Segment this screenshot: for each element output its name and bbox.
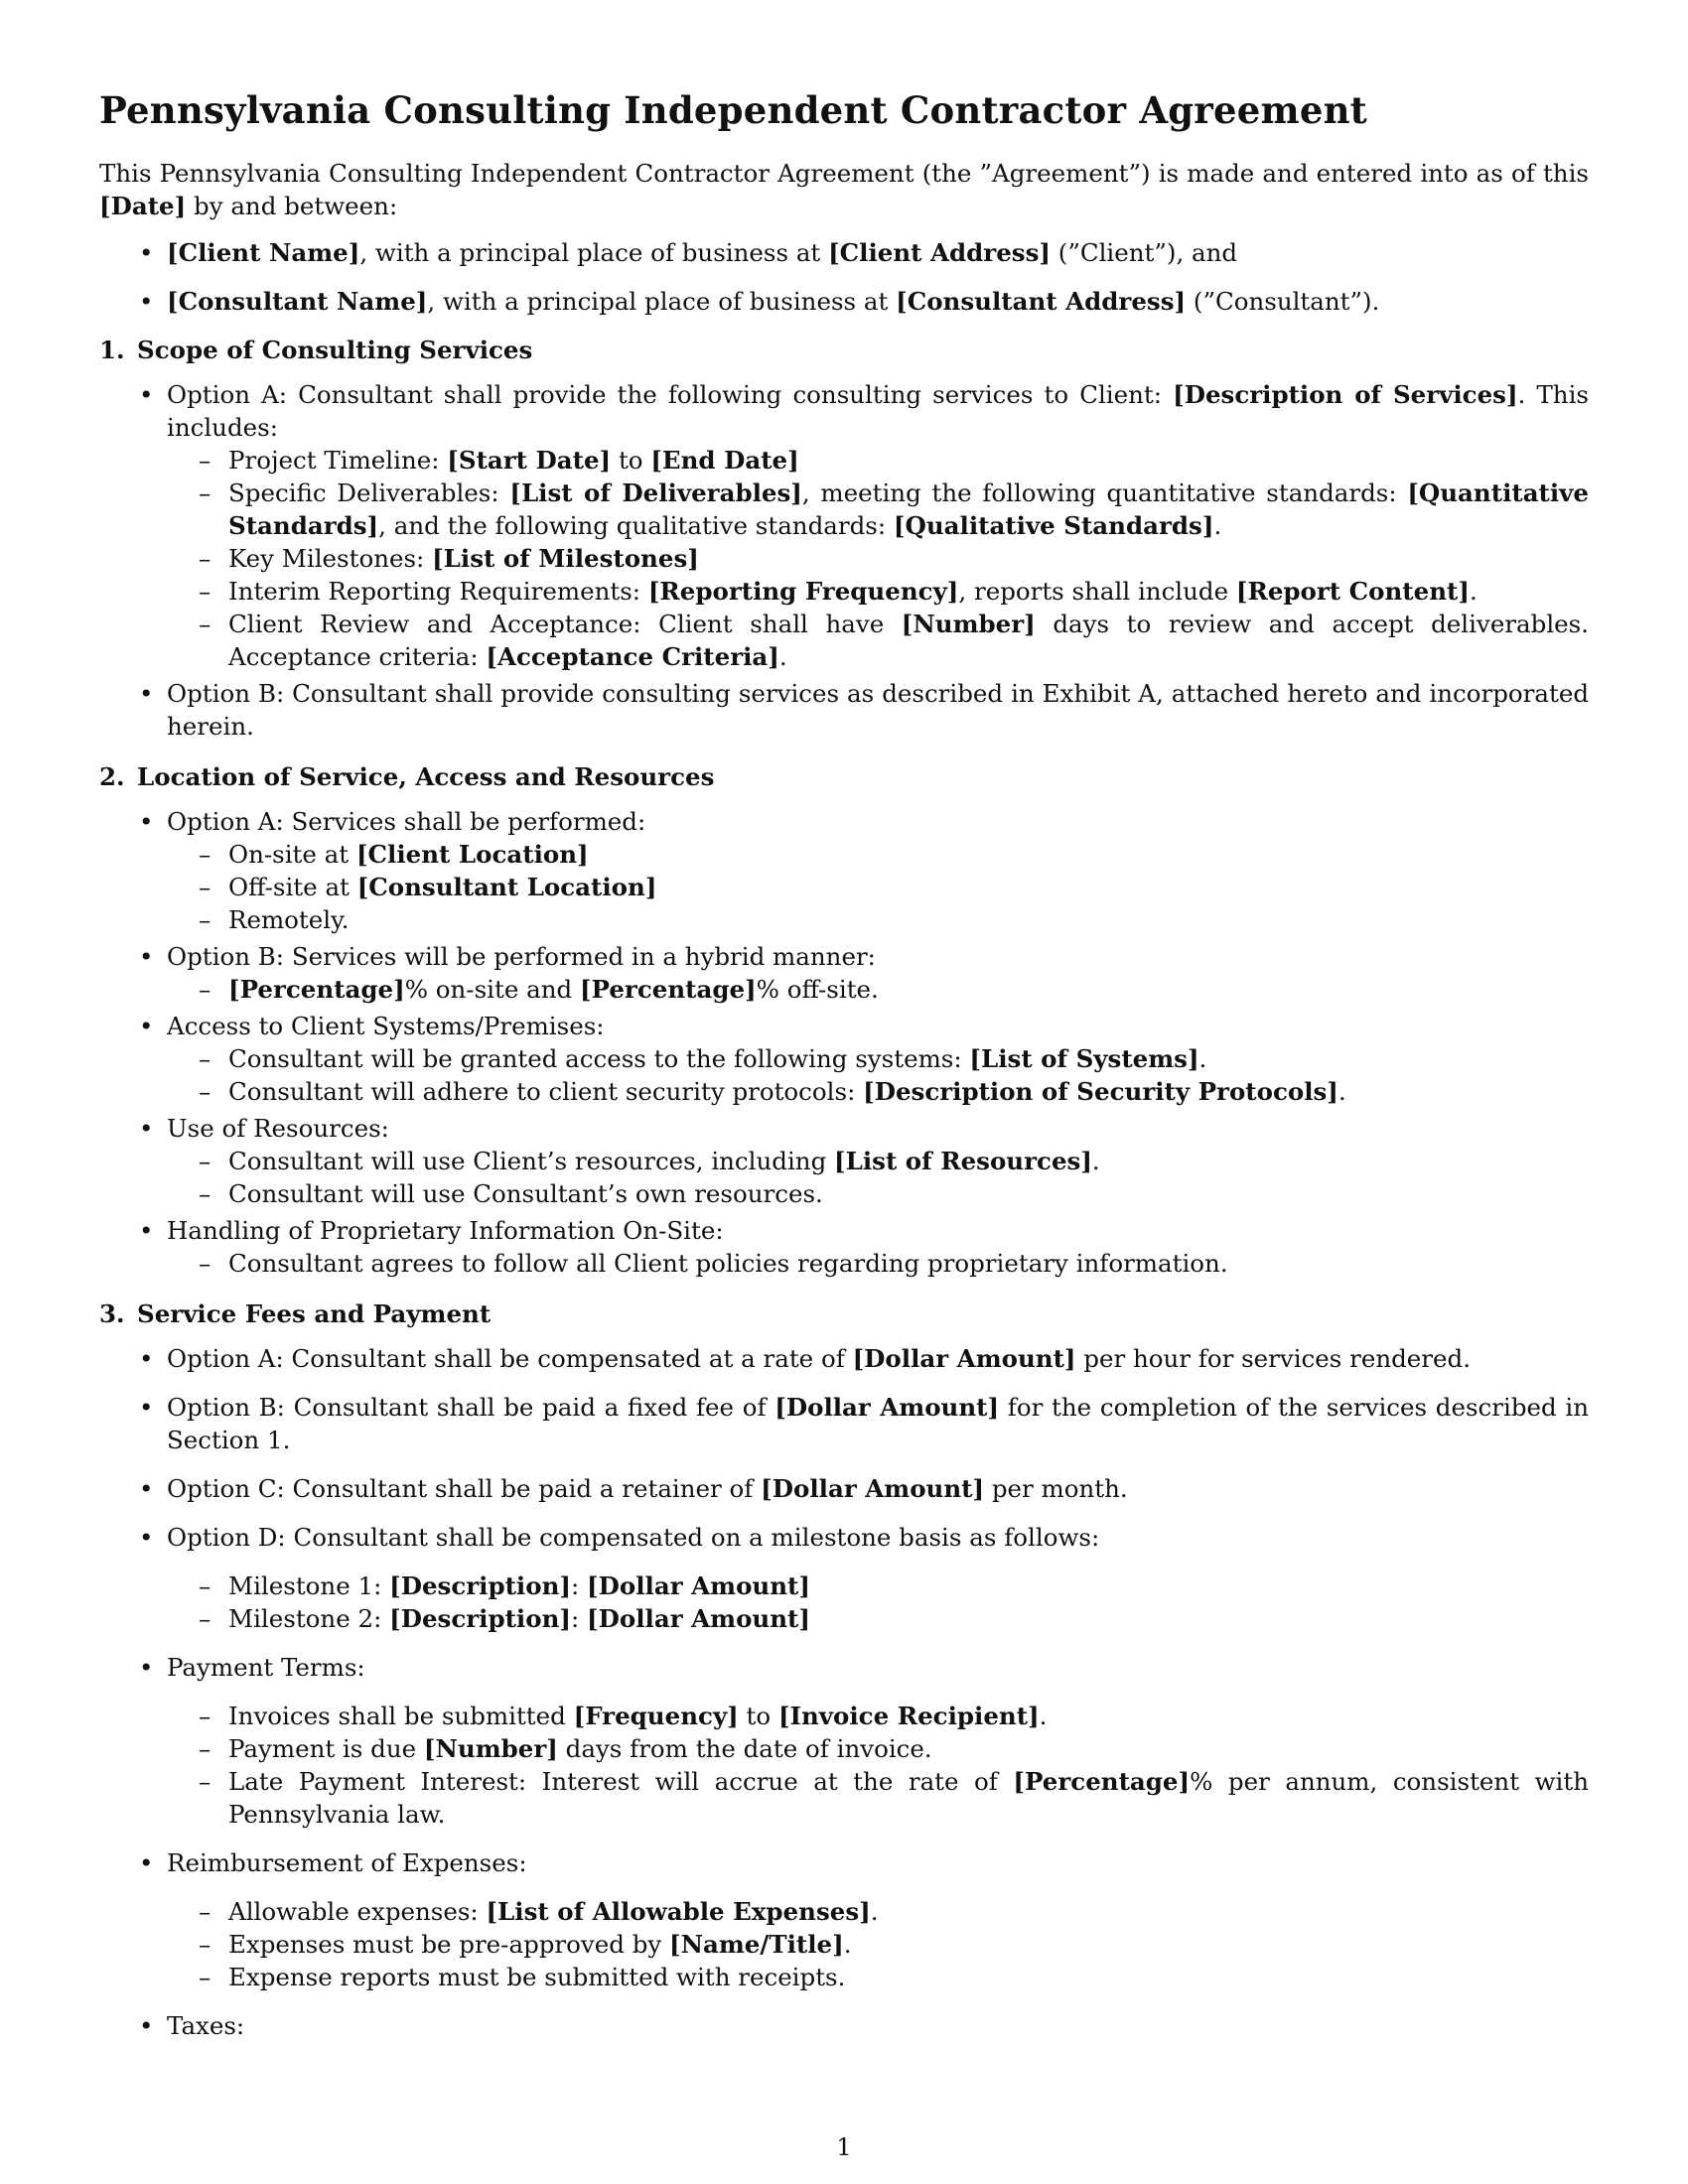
- dollar-amount-placeholder: [Dollar Amount]: [852, 1344, 1076, 1373]
- date-placeholder: [Date]: [99, 192, 187, 220]
- item-text: , meeting the following quantitative standards:: [801, 478, 1408, 507]
- s3-option-b: [99, 1391, 1589, 1456]
- client-name-placeholder: [Client Name]: [167, 238, 360, 267]
- deliverables-placeholder: [List of Deliverables]: [509, 478, 802, 507]
- document-page: [99, 87, 1589, 2058]
- item-text: Consultant will adhere to client security protocols:: [228, 1077, 864, 1106]
- s1-a-sublist: [167, 444, 1589, 673]
- late-payment-interest: [167, 1765, 1589, 1831]
- dollar-amount-placeholder: [Dollar Amount]: [774, 1393, 1000, 1422]
- item-text: .: [1337, 1077, 1346, 1106]
- qualitative-placeholder: [Qualitative Standards]: [893, 511, 1214, 540]
- party-text: , with a principal place of business at: [359, 238, 829, 267]
- s3-taxes: • Taxes:: [99, 2009, 1589, 2042]
- end-date-placeholder: [End Date]: [650, 446, 799, 475]
- option-text: Option B: Consultant shall be paid a fixed fee of: [167, 1393, 775, 1422]
- party-text: , with a principal place of business at: [427, 287, 897, 316]
- off-site: [167, 871, 1589, 903]
- s3-option-d: [99, 1521, 1589, 1635]
- option-text: Option C: Consultant shall be paid a retainer of: [167, 1474, 762, 1503]
- allowable-expenses: [167, 1895, 1589, 1928]
- intro-text: This Pennsylvania Consulting Independent Contractor Agreement (the ”Agreement”) is made and entered into as of this: [99, 159, 1589, 188]
- item-text: Milestone 2:: [228, 1604, 390, 1633]
- systems-placeholder: [List of Systems]: [969, 1044, 1199, 1073]
- section-3-options: [99, 1342, 1589, 2042]
- section-title: Service Fees and Payment: [137, 1299, 492, 1328]
- item-text: Payment is due: [228, 1734, 424, 1763]
- item-text: .: [1213, 511, 1222, 540]
- s3-payment-terms: [99, 1651, 1589, 1831]
- s1-option-a: [99, 378, 1589, 673]
- option-text: Payment Terms:: [167, 1653, 365, 1682]
- item-text: .: [778, 642, 787, 671]
- item-text: On-site at: [228, 840, 356, 869]
- resources-placeholder: [List of Resources]: [834, 1147, 1092, 1175]
- item-text: .: [1469, 577, 1477, 606]
- section-number: 1.: [99, 336, 125, 364]
- item-text: .: [870, 1897, 879, 1926]
- party-text: (”Client”), and: [1050, 238, 1238, 267]
- percentage-placeholder: [Percentage]: [1013, 1767, 1191, 1796]
- s2-access: [99, 1010, 1589, 1108]
- option-text: Option B: Services will be performed in a hybrid manner:: [167, 942, 876, 971]
- s3-d-sublist: [167, 1570, 1589, 1635]
- item-text: , and the following qualitative standards:: [378, 511, 894, 540]
- item-text: Client Review and Acceptance: Client shall have: [228, 610, 902, 638]
- intro-paragraph: [99, 157, 1589, 222]
- s3-option-c: [99, 1472, 1589, 1505]
- section-3-heading: [99, 1297, 1589, 1330]
- on-site: [167, 838, 1589, 871]
- report-content-placeholder: [Report Content]: [1235, 577, 1470, 606]
- dollar-amount-placeholder: [Dollar Amount]: [587, 1604, 810, 1633]
- consultant-address-placeholder: [Consultant Address]: [896, 287, 1187, 316]
- remotely: – Remotely.: [167, 903, 1589, 936]
- item-text: .: [1039, 1702, 1048, 1730]
- option-text: Reimbursement of Expenses:: [167, 1848, 527, 1877]
- proprietary-policy: – Consultant agrees to follow all Client policies regarding proprietary information.: [167, 1247, 1589, 1280]
- start-date-placeholder: [Start Date]: [447, 446, 612, 475]
- party-client: [99, 236, 1589, 269]
- own-resources: – Consultant will use Consultant’s own resources.: [167, 1177, 1589, 1210]
- option-text: Option D: Consultant shall be compensated on a milestone basis as follows:: [167, 1523, 1100, 1552]
- item-text: % off-site.: [756, 975, 879, 1004]
- item-text: to: [738, 1702, 778, 1730]
- number-placeholder: [Number]: [423, 1734, 558, 1763]
- section-1-options: [99, 378, 1589, 743]
- item-text: Invoices shall be submitted: [228, 1702, 574, 1730]
- client-location-placeholder: [Client Location]: [355, 840, 589, 869]
- milestone-2: [167, 1602, 1589, 1635]
- reporting-frequency-placeholder: [Reporting Frequency]: [647, 577, 959, 606]
- section-2-options: [99, 805, 1589, 1280]
- consultant-location-placeholder: [Consultant Location]: [356, 873, 657, 901]
- item-text: Consultant will be granted access to the following systems:: [228, 1044, 970, 1073]
- number-placeholder: [Number]: [901, 610, 1036, 638]
- option-text: Option A: Consultant shall be compensated at a rate of: [167, 1344, 853, 1373]
- item-text: Expenses must be pre-approved by: [228, 1930, 670, 1959]
- s2-option-a: [99, 805, 1589, 936]
- section-1-heading: [99, 334, 1589, 366]
- item-text: Allowable expenses:: [228, 1897, 487, 1926]
- option-text: Handling of Proprietary Information On-Site:: [167, 1216, 724, 1245]
- s2-proprietary: [99, 1214, 1589, 1280]
- acceptance-criteria-placeholder: [Acceptance Criteria]: [486, 642, 779, 671]
- section-title: Location of Service, Access and Resources: [137, 762, 715, 791]
- item-text: Key Milestones:: [228, 544, 433, 573]
- section-title: Scope of Consulting Services: [137, 336, 533, 364]
- item-text: :: [570, 1604, 588, 1633]
- item-text: Late Payment Interest: Interest will accrue at the rate of: [228, 1767, 1014, 1796]
- item-text: to: [611, 446, 651, 475]
- s3-expenses-sublist: [167, 1895, 1589, 1993]
- s3-option-a: [99, 1342, 1589, 1375]
- item-text: :: [570, 1571, 588, 1600]
- item-text: , reports shall include: [958, 577, 1236, 606]
- item-text: Consultant will use Client’s resources, including: [228, 1147, 835, 1175]
- milestones-placeholder: [List of Milestones]: [432, 544, 699, 573]
- security-protocols-placeholder: [Description of Security Protocols]: [863, 1077, 1338, 1106]
- systems-access: [167, 1042, 1589, 1075]
- s2-access-sublist: [167, 1042, 1589, 1108]
- services-placeholder: [Description of Services]: [1173, 380, 1518, 409]
- s2-proprietary-sublist: [167, 1247, 1589, 1280]
- option-text: per hour for services rendered.: [1075, 1344, 1471, 1373]
- invoices: [167, 1700, 1589, 1732]
- s2-option-b: [99, 940, 1589, 1006]
- dollar-amount-placeholder: [Dollar Amount]: [587, 1571, 810, 1600]
- item-text: Project Timeline:: [228, 446, 448, 475]
- name-title-placeholder: [Name/Title]: [669, 1930, 844, 1959]
- option-text: Access to Client Systems/Premises:: [167, 1012, 605, 1040]
- percentage-placeholder: [Percentage]: [579, 975, 757, 1004]
- party-text: (”Consultant”).: [1186, 287, 1380, 316]
- item-text: .: [1091, 1147, 1100, 1175]
- page-number: 1: [836, 2132, 852, 2161]
- s3-expenses: [99, 1846, 1589, 1993]
- project-timeline: [167, 444, 1589, 477]
- item-text: Interim Reporting Requirements:: [228, 577, 648, 606]
- dollar-amount-placeholder: [Dollar Amount]: [761, 1474, 985, 1503]
- client-review: [167, 608, 1589, 673]
- percentage-placeholder: [Percentage]: [228, 975, 405, 1004]
- section-2-heading: [99, 760, 1589, 793]
- intro-text-end: by and between:: [186, 192, 398, 220]
- s1-option-b: • Option B: Consultant shall provide consulting services as described in Exhibit A, attached hereto and incorporated herein.: [99, 677, 1589, 743]
- item-text: Milestone 1:: [228, 1571, 390, 1600]
- section-number: 2.: [99, 762, 125, 791]
- option-text: per month.: [984, 1474, 1128, 1503]
- expense-reports: – Expense reports must be submitted with receipts.: [167, 1961, 1589, 1993]
- description-placeholder: [Description]: [389, 1604, 571, 1633]
- s2-b-sublist: [167, 973, 1589, 1006]
- key-milestones: [167, 542, 1589, 575]
- item-text: % per annum, consistent with Pennsylvania law.: [228, 1767, 1590, 1829]
- item-text: .: [843, 1930, 852, 1959]
- invoice-recipient-placeholder: [Invoice Recipient]: [777, 1702, 1040, 1730]
- quantitative-placeholder: [Quantitative Standards]: [228, 478, 1590, 540]
- allowable-expenses-placeholder: [List of Allowable Expenses]: [486, 1897, 871, 1926]
- option-text: for the completion of the services described in Section 1.: [167, 1393, 1590, 1454]
- s3-terms-sublist: [167, 1700, 1589, 1831]
- item-text: Specific Deliverables:: [228, 478, 510, 507]
- item-text: .: [1198, 1044, 1207, 1073]
- document-title: Pennsylvania Consulting Independent Contractor Agreement: [99, 88, 1367, 132]
- item-text: days to review and accept deliverables. Acceptance criteria:: [228, 610, 1590, 671]
- pre-approval: [167, 1928, 1589, 1961]
- option-text: Option A: Services shall be performed:: [167, 807, 646, 836]
- milestone-1: [167, 1570, 1589, 1602]
- consultant-name-placeholder: [Consultant Name]: [167, 287, 428, 316]
- description-placeholder: [Description]: [389, 1571, 571, 1600]
- specific-deliverables: [167, 477, 1589, 542]
- frequency-placeholder: [Frequency]: [573, 1702, 739, 1730]
- client-resources: [167, 1145, 1589, 1177]
- option-text: Option A: Consultant shall provide the following consulting services to Client:: [167, 380, 1174, 409]
- security-protocols: [167, 1075, 1589, 1108]
- option-text: Use of Resources:: [167, 1114, 389, 1143]
- s2-resources-sublist: [167, 1145, 1589, 1210]
- section-number: 3.: [99, 1299, 125, 1328]
- item-text: % on-site and: [404, 975, 580, 1004]
- item-text: days from the date of invoice.: [557, 1734, 932, 1763]
- option-text: . This includes:: [167, 380, 1589, 442]
- payment-due: [167, 1732, 1589, 1765]
- item-text: Off-site at: [228, 873, 357, 901]
- interim-reporting: [167, 575, 1589, 608]
- s2-a-sublist: [167, 838, 1589, 936]
- parties-list: [99, 236, 1589, 318]
- s2-resources: [99, 1112, 1589, 1210]
- hybrid-split: [167, 973, 1589, 1006]
- client-address-placeholder: [Client Address]: [828, 238, 1051, 267]
- party-consultant: [99, 285, 1589, 318]
